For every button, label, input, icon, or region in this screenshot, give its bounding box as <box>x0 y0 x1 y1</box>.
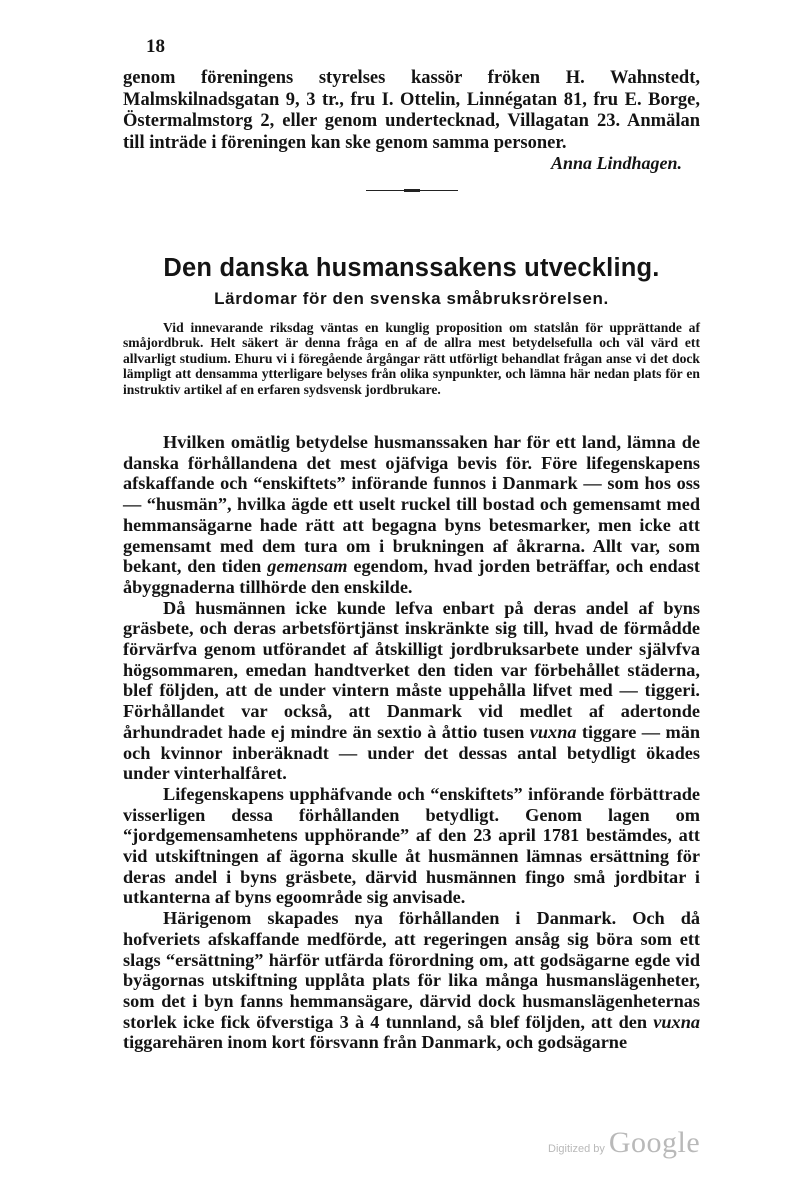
text-run: Då husmännen icke kunde lefva enbart på deras andel af byns gräsbete, och deras arbetsförtjänst inskränkte sig till, hvad de förmådde förvärfva genom utförandet af åtskilligt jordbruksarbete under självfva högsommaren, emedan handtverket den tiden var förbehållet städerna, blef följden, att de under vintern måste uppehålla lifvet med — tiggeri. Förhållandet var också, att Danmark vid medlet af adertonde århundradet hade ej mindre än sextio à åttio tusen <box>123 597 700 742</box>
article-title: Den danska husmanssakens utveckling. <box>163 254 660 282</box>
google-logo: Google <box>608 1126 701 1159</box>
text-run: tiggare — män och kvinnor inberäknadt — under det dessas antal betydligt ökades under vinterhalfåret. <box>123 721 700 784</box>
text-run: Härigenom skapades nya förhållanden i Danmark. Och då hofveriets afskaffande medförde, att regeringen ansåg sig böra som ett slags “ersättning” härför utfärda förordning om, att godsägarne egde vid byägornas utskiftning upplåta plats för lika många husmanslägenheter, som det i byn fanns hemmansägare, därvid dock husmanslägenheternas storlek icke fick öfverstiga 3 à 4 tunnland, så blef följden, att den <box>123 908 700 1032</box>
body-paragraph-3: Lifegenskapens upphäfvande och “enskiftets” införande förbättrade visserligen dessa förhållanden betydligt. Genom lagen om “jordgemensamhetens upphörande” af den 23 april 1781 bestämdes, att vid utskiftningen af ägorna skulle åt husmännen lämnas ersättning för deras andel i byns gräsbete, därvid husmännen fingo små jordbitar i utkanterna af byns egoområde sig anvisade. <box>123 783 700 908</box>
article-subtitle: Lärdomar för den svenska småbruksrörelsen. <box>214 289 609 308</box>
text-run: egendom, hvad jorden beträffar, och endast åbyggnaderna tillhörde den enskilde. <box>123 556 701 597</box>
body-paragraph-1 <box>123 432 700 598</box>
watermark-prefix: Digitized by <box>548 1143 605 1155</box>
page-number: 18 <box>146 36 165 57</box>
article-body <box>123 432 700 1053</box>
italic-word: vuxna <box>529 721 577 742</box>
divider-ornament <box>404 189 420 192</box>
digitized-watermark <box>548 1126 700 1160</box>
editorial-note: Vid innevarande riksdag väntas en kunglig proposition om statslån för upprättande af småjordbruk. Helt säkert är denna fråga en af de allra mest betydelsefulla och väl värd ett allvarligt studium. Ehuru vi i föregående årgångar rätt utförligt behandlat frågan anse vi det dock lämpligt att densamma ytterligare belyses från olika synpunkter, och lämna här nedan plats för en instruktiv artikel af en erfaren sydsvensk jordbrukare. <box>123 320 700 397</box>
text-run: Hvilken omätlig betydelse husmanssaken har för ett land, lämna de danska förhållandena det mest ojäfviga bevis för. Före lifegenskapens afskaffande och “enskiftets” införande funnos i Danmark — som hos oss — “husmän”, hvilka ägde ett uselt ruckel till bostad och gemensamt med hemmansägarne hade rätt att begagna byns betesmarker, men icke att gemensamt med dem tura om i brukningen af åkrarna. Allt var, som bekant, den tiden <box>123 432 700 577</box>
signature: Anna Lindhagen. <box>550 153 682 173</box>
italic-word: gemensam <box>267 556 348 577</box>
text-run: tiggarehären inom kort försvann från Danmark, och godsägarne <box>123 1032 628 1053</box>
body-paragraph-2 <box>123 598 700 784</box>
intro-paragraph: genom föreningens styrelses kassör fröken H. Wahnstedt, Malmskilnadsgatan 9, 3 tr., fru I. Ottelin, Linnégatan 81, fru E. Borge, Östermalmstorg 2, eller genom undertecknad, Villagatan 23. Anmälan till inträde i föreningen kan ske genom samma personer. <box>123 68 700 154</box>
italic-word: vuxna <box>653 1011 700 1032</box>
section-divider <box>366 190 458 191</box>
body-paragraph-4 <box>123 908 700 1053</box>
